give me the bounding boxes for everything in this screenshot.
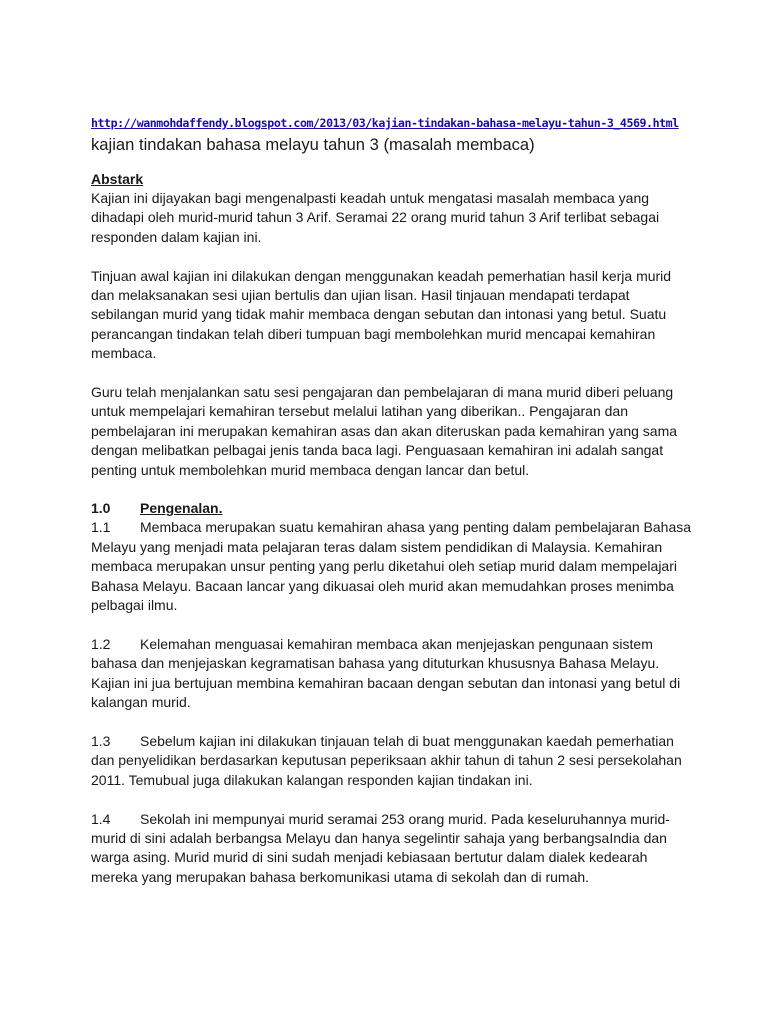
abstract-paragraph-3: Guru telah menjalankan satu sesi pengajaran dan pembelajaran di mana murid diberi peluang untuk mempelajari kemahiran tersebut melalui latihan yang diberikan.. Pengajaran dan pembelajaran ini merupakan kemahiran asas dan akan diteruskan pada kemahiran yang sama dengan melibatkan pelbagai jenis tanda baca lagi. Penguasaan kemahiran ini adalah sangat penting untuk membolehkan murid membaca dengan lancar dan betul.: [91, 384, 678, 478]
abstract-paragraph-2: Tinjuan awal kajian ini dilakukan dengan menggunakan keadah pemerhatian hasil kerja murid dan melaksanakan sesi ujian bertulis dan ujian lisan. Hasil tinjauan mendapati terdapat sebilangan murid yang tidak mahir membaca dengan sebutan dan intonasi yang betul. Suatu perancangan tindakan telah diberi tumpuan bagi membolehkan murid mencapai kemahiran membaca.: [91, 267, 672, 362]
document-content: [91, 114, 691, 887]
introduction-heading: [91, 499, 691, 518]
document-title: kajian tindakan bahasa melayu tahun 3 (masalah membaca): [91, 135, 535, 154]
introduction-item-1-4: [91, 810, 691, 888]
abstract-heading: Abstark: [91, 171, 144, 187]
item-number: 1.4: [91, 810, 111, 827]
item-number: 1.3: [91, 732, 111, 749]
introduction-heading-number: 1.0: [91, 500, 111, 517]
introduction-item-1-3: [91, 732, 691, 790]
item-text: Kelemahan menguasai kemahiran membaca akan menjejaskan pengunaan sistem bahasa dan menjejaskan kegramatisan bahasa yang dituturkan khususnya Bahasa Melayu. Kajian ini jua bertujuan membina kemahiran bacaan dengan sebutan dan intonasi yang betul di kalangan murid.: [91, 635, 681, 711]
source-url-link[interactable]: http://wanmohdaffendy.blogspot.com/2013/03/kajian-tindakan-bahasa-melayu-tahun-3_4569.html: [91, 116, 679, 130]
item-number: 1.1: [91, 519, 111, 536]
introduction-item-1-2: [91, 635, 691, 713]
introduction-item-1-1: [91, 518, 691, 615]
item-text: Sekolah ini mempunyai murid seramai 253 orang murid. Pada keseluruhannya murid-murid di sini adalah berbangsa Melayu dan hanya segelintir sahaja yang berbangsaIndia dan warga asing. Murid murid di sini sudah menjadi kebiasaan bertutur dalam dialek kedearah mereka yang merupakan bahasa berkomunikasi utama di sekolah dan di rumah.: [91, 810, 670, 885]
item-number: 1.2: [91, 635, 111, 652]
item-text: Membaca merupakan suatu kemahiran ahasa yang penting dalam pembelajaran Bahasa Melayu yang menjadi mata pelajaran teras dalam sistem pendidikan di Malaysia. Kemahiran membaca merupakan unsur penting yang perlu diketahui oleh setiap murid dalam mempelajari Bahasa Melayu. Bacaan lancar yang dikuasai oleh murid akan memudahkan proses menimba pelbagai ilmu.: [91, 519, 692, 614]
abstract-paragraph-1: Kajian ini dijayakan bagi mengenalpasti keadah untuk mengatasi masalah membaca yang dihadapi oleh murid-murid tahun 3 Arif. Seramai 22 orang murid tahun 3 Arif terlibat sebagai responden dalam kajian ini.: [91, 190, 660, 245]
item-text: Sebelum kajian ini dilakukan tinjauan telah di buat menggunakan kaedah pemerhatian dan penyelidikan berdasarkan keputusan peperiksaan akhir tahun di tahun 2 sesi persekolahan 2011. Temubual juga dilakukan kalangan responden kajian tindakan ini.: [91, 732, 682, 788]
introduction-heading-text: Pengenalan.: [140, 500, 223, 517]
